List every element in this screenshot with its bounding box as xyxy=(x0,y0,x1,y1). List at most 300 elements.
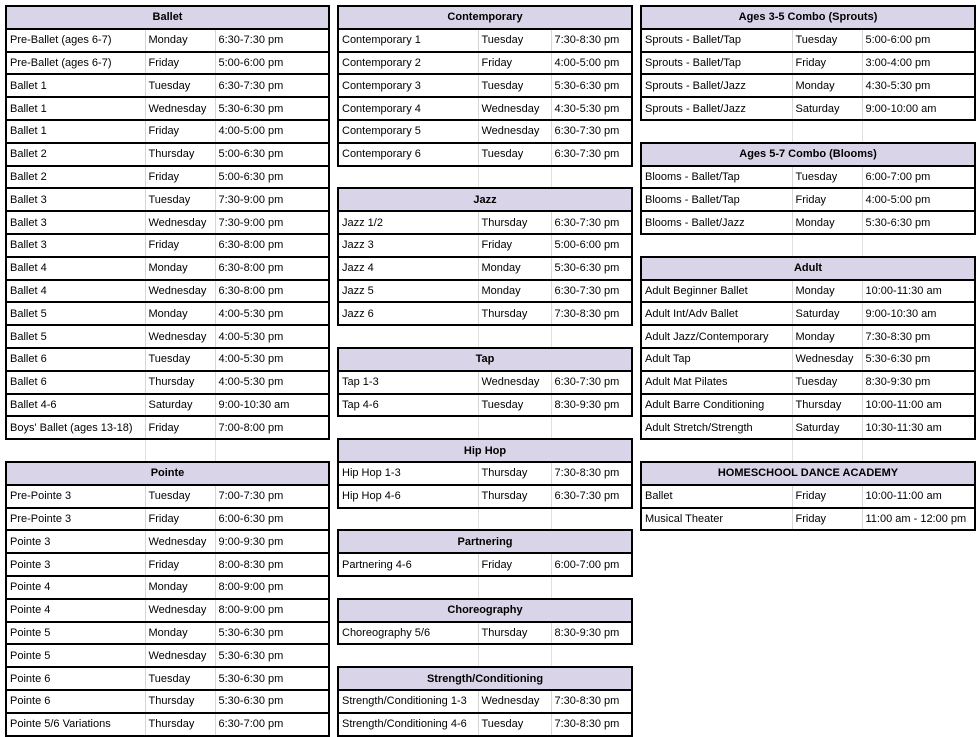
class-day: Wednesday xyxy=(145,325,215,348)
class-name: Blooms - Ballet/Jazz xyxy=(641,211,792,234)
class-day: Wednesday xyxy=(145,599,215,622)
class-day: Tuesday xyxy=(478,394,551,417)
class-day: Thursday xyxy=(145,713,215,736)
table-row xyxy=(6,690,329,713)
empty-cell xyxy=(478,416,551,438)
class-day: Friday xyxy=(792,52,862,75)
class-name: Partnering 4-6 xyxy=(338,553,478,576)
table-row xyxy=(641,394,975,417)
section-title: HOMESCHOOL DANCE ACADEMY xyxy=(641,462,975,485)
empty-cell xyxy=(478,644,551,666)
class-time: 5:30-6:30 pm xyxy=(215,97,329,120)
table-row xyxy=(338,462,632,485)
class-day: Tuesday xyxy=(478,29,551,52)
adult-header xyxy=(641,257,975,280)
class-name: Pointe 4 xyxy=(6,576,145,599)
class-name: Ballet 5 xyxy=(6,325,145,348)
class-name: Ballet 1 xyxy=(6,120,145,143)
class-name: Ballet xyxy=(641,485,792,508)
class-day: Thursday xyxy=(478,462,551,485)
class-name: Strength/Conditioning 4-6 xyxy=(338,713,478,736)
class-name: Sprouts - Ballet/Jazz xyxy=(641,74,792,97)
strength-conditioning-table xyxy=(337,666,633,736)
class-time: 6:30-7:30 pm xyxy=(551,280,632,303)
table-row xyxy=(338,690,632,713)
class-day: Thursday xyxy=(478,622,551,645)
class-time: 4:00-5:00 pm xyxy=(862,188,975,211)
class-day: Wednesday xyxy=(792,348,862,371)
class-time: 4:00-5:00 pm xyxy=(215,120,329,143)
class-day: Monday xyxy=(145,576,215,599)
table-row xyxy=(641,302,975,325)
class-day: Thursday xyxy=(145,371,215,394)
section-title: Ballet xyxy=(6,6,329,29)
contemporary-table xyxy=(337,5,633,187)
empty-cell xyxy=(338,576,478,598)
table-row xyxy=(6,143,329,166)
class-time: 6:30-7:30 pm xyxy=(551,485,632,508)
choreography-header xyxy=(338,599,632,622)
class-name: Ballet 1 xyxy=(6,97,145,120)
table-row xyxy=(641,211,975,234)
class-name: Jazz 4 xyxy=(338,257,478,280)
spacer-row xyxy=(641,439,975,461)
table-row xyxy=(6,599,329,622)
section-title: Ages 3-5 Combo (Sprouts) xyxy=(641,6,975,29)
class-time: 3:00-4:00 pm xyxy=(862,52,975,75)
class-time: 6:30-7:30 pm xyxy=(551,211,632,234)
class-name: Pointe 5 xyxy=(6,622,145,645)
class-day: Tuesday xyxy=(478,713,551,736)
table-row xyxy=(641,485,975,508)
class-time: 6:30-8:00 pm xyxy=(215,257,329,280)
class-day: Friday xyxy=(792,188,862,211)
table-row xyxy=(338,120,632,143)
class-time: 9:00-10:30 am xyxy=(215,394,329,417)
sprouts-table xyxy=(640,5,976,142)
class-time: 5:30-6:30 pm xyxy=(215,690,329,713)
class-day: Monday xyxy=(478,257,551,280)
class-time: 6:00-6:30 pm xyxy=(215,508,329,531)
class-time: 9:00-9:30 pm xyxy=(215,530,329,553)
class-time: 4:00-5:30 pm xyxy=(215,371,329,394)
table-row xyxy=(338,713,632,736)
table-row xyxy=(6,394,329,417)
spacer-row xyxy=(338,166,632,188)
class-name: Contemporary 4 xyxy=(338,97,478,120)
table-row xyxy=(6,257,329,280)
blooms-header xyxy=(641,143,975,166)
table-row xyxy=(6,280,329,303)
partnering-table xyxy=(337,529,633,597)
section-title: Contemporary xyxy=(338,6,632,29)
class-name: Pointe 6 xyxy=(6,667,145,690)
column-right xyxy=(640,5,976,531)
class-day: Wednesday xyxy=(478,371,551,394)
section-title: Partnering xyxy=(338,530,632,553)
empty-cell xyxy=(478,508,551,530)
class-time: 8:30-9:30 pm xyxy=(862,371,975,394)
class-time: 10:00-11:00 am xyxy=(862,485,975,508)
class-time: 8:30-9:30 pm xyxy=(551,622,632,645)
class-day: Tuesday xyxy=(792,371,862,394)
class-day: Wednesday xyxy=(145,644,215,667)
empty-cell xyxy=(215,439,329,461)
class-name: Ballet 3 xyxy=(6,211,145,234)
class-time: 7:30-8:30 pm xyxy=(551,302,632,325)
class-day: Wednesday xyxy=(145,211,215,234)
empty-cell xyxy=(478,576,551,598)
empty-cell xyxy=(6,439,145,461)
class-name: Ballet 2 xyxy=(6,143,145,166)
strength-header xyxy=(338,667,632,690)
class-name: Adult Stretch/Strength xyxy=(641,416,792,439)
class-day: Friday xyxy=(478,234,551,257)
class-time: 6:30-8:00 pm xyxy=(215,280,329,303)
section-title: Adult xyxy=(641,257,975,280)
section-title: Jazz xyxy=(338,188,632,211)
class-time: 7:30-8:30 pm xyxy=(862,325,975,348)
class-day: Tuesday xyxy=(145,188,215,211)
class-name: Contemporary 1 xyxy=(338,29,478,52)
empty-cell xyxy=(145,439,215,461)
class-time: 9:00-10:30 am xyxy=(862,302,975,325)
contemporary-header xyxy=(338,6,632,29)
class-name: Adult Barre Conditioning xyxy=(641,394,792,417)
class-name: Ballet 2 xyxy=(6,166,145,189)
class-day: Thursday xyxy=(145,690,215,713)
class-name: Ballet 1 xyxy=(6,74,145,97)
class-name: Sprouts - Ballet/Jazz xyxy=(641,97,792,120)
class-time: 5:30-6:30 pm xyxy=(551,257,632,280)
class-name: Adult Mat Pilates xyxy=(641,371,792,394)
class-name: Adult Jazz/Contemporary xyxy=(641,325,792,348)
table-row xyxy=(338,371,632,394)
spacer-row xyxy=(641,234,975,256)
pointe-table xyxy=(5,461,330,737)
class-day: Tuesday xyxy=(478,143,551,166)
class-name: Pointe 3 xyxy=(6,530,145,553)
class-time: 6:30-7:30 pm xyxy=(215,29,329,52)
class-name: Hip Hop 4-6 xyxy=(338,485,478,508)
class-day: Thursday xyxy=(478,485,551,508)
class-name: Ballet 6 xyxy=(6,348,145,371)
section-title: Choreography xyxy=(338,599,632,622)
class-time: 10:00-11:30 am xyxy=(862,280,975,303)
sprouts-header xyxy=(641,6,975,29)
class-time: 6:30-7:30 pm xyxy=(551,143,632,166)
class-name: Jazz 1/2 xyxy=(338,211,478,234)
class-time: 5:00-6:30 pm xyxy=(215,166,329,189)
table-row xyxy=(641,371,975,394)
class-day: Tuesday xyxy=(145,348,215,371)
table-row xyxy=(6,120,329,143)
class-name: Ballet 4 xyxy=(6,280,145,303)
empty-cell xyxy=(792,120,862,142)
class-day: Friday xyxy=(792,485,862,508)
section-title: Hip Hop xyxy=(338,439,632,462)
table-row xyxy=(6,74,329,97)
class-time: 5:30-6:30 pm xyxy=(862,211,975,234)
class-day: Wednesday xyxy=(478,97,551,120)
table-row xyxy=(641,416,975,439)
class-name: Ballet 3 xyxy=(6,234,145,257)
class-name: Musical Theater xyxy=(641,508,792,531)
class-time: 4:30-5:30 pm xyxy=(862,74,975,97)
class-day: Monday xyxy=(145,622,215,645)
class-day: Friday xyxy=(145,166,215,189)
class-name: Ballet 4 xyxy=(6,257,145,280)
class-day: Friday xyxy=(478,553,551,576)
table-row xyxy=(6,234,329,257)
class-day: Friday xyxy=(145,234,215,257)
table-row xyxy=(641,97,975,120)
table-row xyxy=(6,325,329,348)
class-day: Tuesday xyxy=(478,74,551,97)
table-row xyxy=(6,622,329,645)
class-day: Monday xyxy=(792,74,862,97)
tap-header xyxy=(338,348,632,371)
class-day: Friday xyxy=(145,508,215,531)
class-name: Contemporary 5 xyxy=(338,120,478,143)
table-row xyxy=(6,302,329,325)
table-row xyxy=(641,188,975,211)
column-left xyxy=(5,5,330,737)
class-name: Pointe 6 xyxy=(6,690,145,713)
class-time: 7:30-9:00 pm xyxy=(215,188,329,211)
class-name: Adult Int/Adv Ballet xyxy=(641,302,792,325)
table-row xyxy=(641,348,975,371)
class-name: Choreography 5/6 xyxy=(338,622,478,645)
empty-cell xyxy=(338,416,478,438)
class-time: 4:30-5:30 pm xyxy=(551,97,632,120)
table-row xyxy=(6,485,329,508)
section-title: Tap xyxy=(338,348,632,371)
class-time: 6:30-7:00 pm xyxy=(215,713,329,736)
empty-cell xyxy=(338,166,478,188)
class-time: 7:30-8:30 pm xyxy=(551,713,632,736)
table-row xyxy=(338,234,632,257)
class-name: Blooms - Ballet/Tap xyxy=(641,166,792,189)
table-row xyxy=(6,713,329,736)
class-day: Thursday xyxy=(792,394,862,417)
spacer-row xyxy=(641,120,975,142)
class-time: 5:30-6:30 pm xyxy=(215,667,329,690)
spacer-row xyxy=(338,508,632,530)
class-time: 7:30-8:30 pm xyxy=(551,690,632,713)
empty-cell xyxy=(641,439,792,461)
table-row xyxy=(6,97,329,120)
class-time: 11:00 am - 12:00 pm xyxy=(862,508,975,531)
ballet-header xyxy=(6,6,329,29)
class-day: Monday xyxy=(792,211,862,234)
table-row xyxy=(6,166,329,189)
class-time: 6:00-7:00 pm xyxy=(862,166,975,189)
class-time: 9:00-10:00 am xyxy=(862,97,975,120)
empty-cell xyxy=(641,120,792,142)
table-row xyxy=(6,530,329,553)
table-row xyxy=(338,622,632,645)
table-row xyxy=(6,644,329,667)
jazz-header xyxy=(338,188,632,211)
empty-cell xyxy=(551,166,632,188)
class-day: Friday xyxy=(478,52,551,75)
class-time: 4:00-5:30 pm xyxy=(215,325,329,348)
class-time: 4:00-5:00 pm xyxy=(551,52,632,75)
table-row xyxy=(338,97,632,120)
class-name: Pre-Pointe 3 xyxy=(6,485,145,508)
table-row xyxy=(641,74,975,97)
empty-cell xyxy=(792,439,862,461)
class-day: Tuesday xyxy=(145,485,215,508)
empty-cell xyxy=(551,508,632,530)
class-day: Wednesday xyxy=(145,530,215,553)
class-time: 10:00-11:00 am xyxy=(862,394,975,417)
class-name: Ballet 3 xyxy=(6,188,145,211)
table-row xyxy=(6,29,329,52)
table-row xyxy=(641,166,975,189)
class-time: 10:30-11:30 am xyxy=(862,416,975,439)
section-title: Ages 5-7 Combo (Blooms) xyxy=(641,143,975,166)
class-day: Monday xyxy=(792,280,862,303)
hiphop-header xyxy=(338,439,632,462)
spacer-row xyxy=(338,576,632,598)
class-time: 8:00-9:00 pm xyxy=(215,576,329,599)
table-row xyxy=(6,348,329,371)
table-row xyxy=(641,52,975,75)
spacer-row xyxy=(338,644,632,666)
spacer-row xyxy=(6,439,329,461)
class-time: 7:00-8:00 pm xyxy=(215,416,329,439)
class-day: Tuesday xyxy=(792,166,862,189)
table-row xyxy=(338,280,632,303)
class-time: 6:30-7:30 pm xyxy=(215,74,329,97)
class-day: Saturday xyxy=(792,302,862,325)
empty-cell xyxy=(478,325,551,347)
table-row xyxy=(338,74,632,97)
class-name: Pre-Pointe 3 xyxy=(6,508,145,531)
table-row xyxy=(6,211,329,234)
class-day: Saturday xyxy=(145,394,215,417)
class-name: Tap 4-6 xyxy=(338,394,478,417)
empty-cell xyxy=(862,234,975,256)
class-name: Blooms - Ballet/Tap xyxy=(641,188,792,211)
class-day: Tuesday xyxy=(792,29,862,52)
class-time: 8:00-9:00 pm xyxy=(215,599,329,622)
class-name: Pointe 5 xyxy=(6,644,145,667)
table-row xyxy=(338,52,632,75)
class-day: Monday xyxy=(792,325,862,348)
class-day: Tuesday xyxy=(145,667,215,690)
table-row xyxy=(338,394,632,417)
table-row xyxy=(641,29,975,52)
class-day: Tuesday xyxy=(145,74,215,97)
class-time: 5:00-6:30 pm xyxy=(215,143,329,166)
class-day: Thursday xyxy=(478,302,551,325)
empty-cell xyxy=(338,325,478,347)
class-day: Wednesday xyxy=(478,690,551,713)
empty-cell xyxy=(478,166,551,188)
class-time: 7:30-9:00 pm xyxy=(215,211,329,234)
empty-cell xyxy=(641,234,792,256)
class-day: Friday xyxy=(145,120,215,143)
table-row xyxy=(338,257,632,280)
section-title: Pointe xyxy=(6,462,329,485)
partnering-header xyxy=(338,530,632,553)
empty-cell xyxy=(551,325,632,347)
choreography-table xyxy=(337,598,633,666)
class-name: Pointe 4 xyxy=(6,599,145,622)
class-time: 6:30-7:30 pm xyxy=(551,120,632,143)
class-day: Saturday xyxy=(792,97,862,120)
class-time: 5:30-6:30 pm xyxy=(862,348,975,371)
empty-cell xyxy=(862,120,975,142)
empty-cell xyxy=(551,644,632,666)
table-row xyxy=(641,325,975,348)
class-name: Ballet 4-6 xyxy=(6,394,145,417)
class-name: Jazz 6 xyxy=(338,302,478,325)
class-name: Adult Beginner Ballet xyxy=(641,280,792,303)
class-day: Monday xyxy=(478,280,551,303)
table-row xyxy=(6,416,329,439)
jazz-table xyxy=(337,187,633,347)
table-row xyxy=(6,553,329,576)
class-day: Wednesday xyxy=(145,280,215,303)
empty-cell xyxy=(862,439,975,461)
class-name: Adult Tap xyxy=(641,348,792,371)
table-row xyxy=(338,485,632,508)
class-time: 7:30-8:30 pm xyxy=(551,29,632,52)
class-name: Pre-Ballet (ages 6-7) xyxy=(6,52,145,75)
class-name: Contemporary 6 xyxy=(338,143,478,166)
class-time: 7:30-8:30 pm xyxy=(551,462,632,485)
class-name: Jazz 3 xyxy=(338,234,478,257)
class-day: Monday xyxy=(145,257,215,280)
class-time: 5:00-6:00 pm xyxy=(215,52,329,75)
class-name: Hip Hop 1-3 xyxy=(338,462,478,485)
table-row xyxy=(6,576,329,599)
class-time: 5:00-6:00 pm xyxy=(862,29,975,52)
class-name: Pre-Ballet (ages 6-7) xyxy=(6,29,145,52)
table-row xyxy=(6,371,329,394)
homeschool-header xyxy=(641,462,975,485)
table-row xyxy=(338,553,632,576)
empty-cell xyxy=(338,644,478,666)
class-time: 4:00-5:30 pm xyxy=(215,302,329,325)
homeschool-table xyxy=(640,461,976,531)
class-day: Friday xyxy=(792,508,862,531)
table-row xyxy=(338,302,632,325)
class-name: Jazz 5 xyxy=(338,280,478,303)
class-name: Sprouts - Ballet/Tap xyxy=(641,52,792,75)
table-row xyxy=(641,508,975,531)
table-row xyxy=(6,52,329,75)
empty-cell xyxy=(792,234,862,256)
class-name: Pointe 3 xyxy=(6,553,145,576)
pointe-header xyxy=(6,462,329,485)
class-time: 5:30-6:30 pm xyxy=(215,622,329,645)
class-time: 5:30-6:30 pm xyxy=(215,644,329,667)
table-row xyxy=(641,280,975,303)
class-time: 6:30-7:30 pm xyxy=(551,371,632,394)
class-time: 6:00-7:00 pm xyxy=(551,553,632,576)
class-time: 5:00-6:00 pm xyxy=(551,234,632,257)
class-time: 5:30-6:30 pm xyxy=(551,74,632,97)
table-row xyxy=(338,143,632,166)
hip-hop-table xyxy=(337,438,633,529)
table-row xyxy=(6,188,329,211)
class-day: Wednesday xyxy=(478,120,551,143)
